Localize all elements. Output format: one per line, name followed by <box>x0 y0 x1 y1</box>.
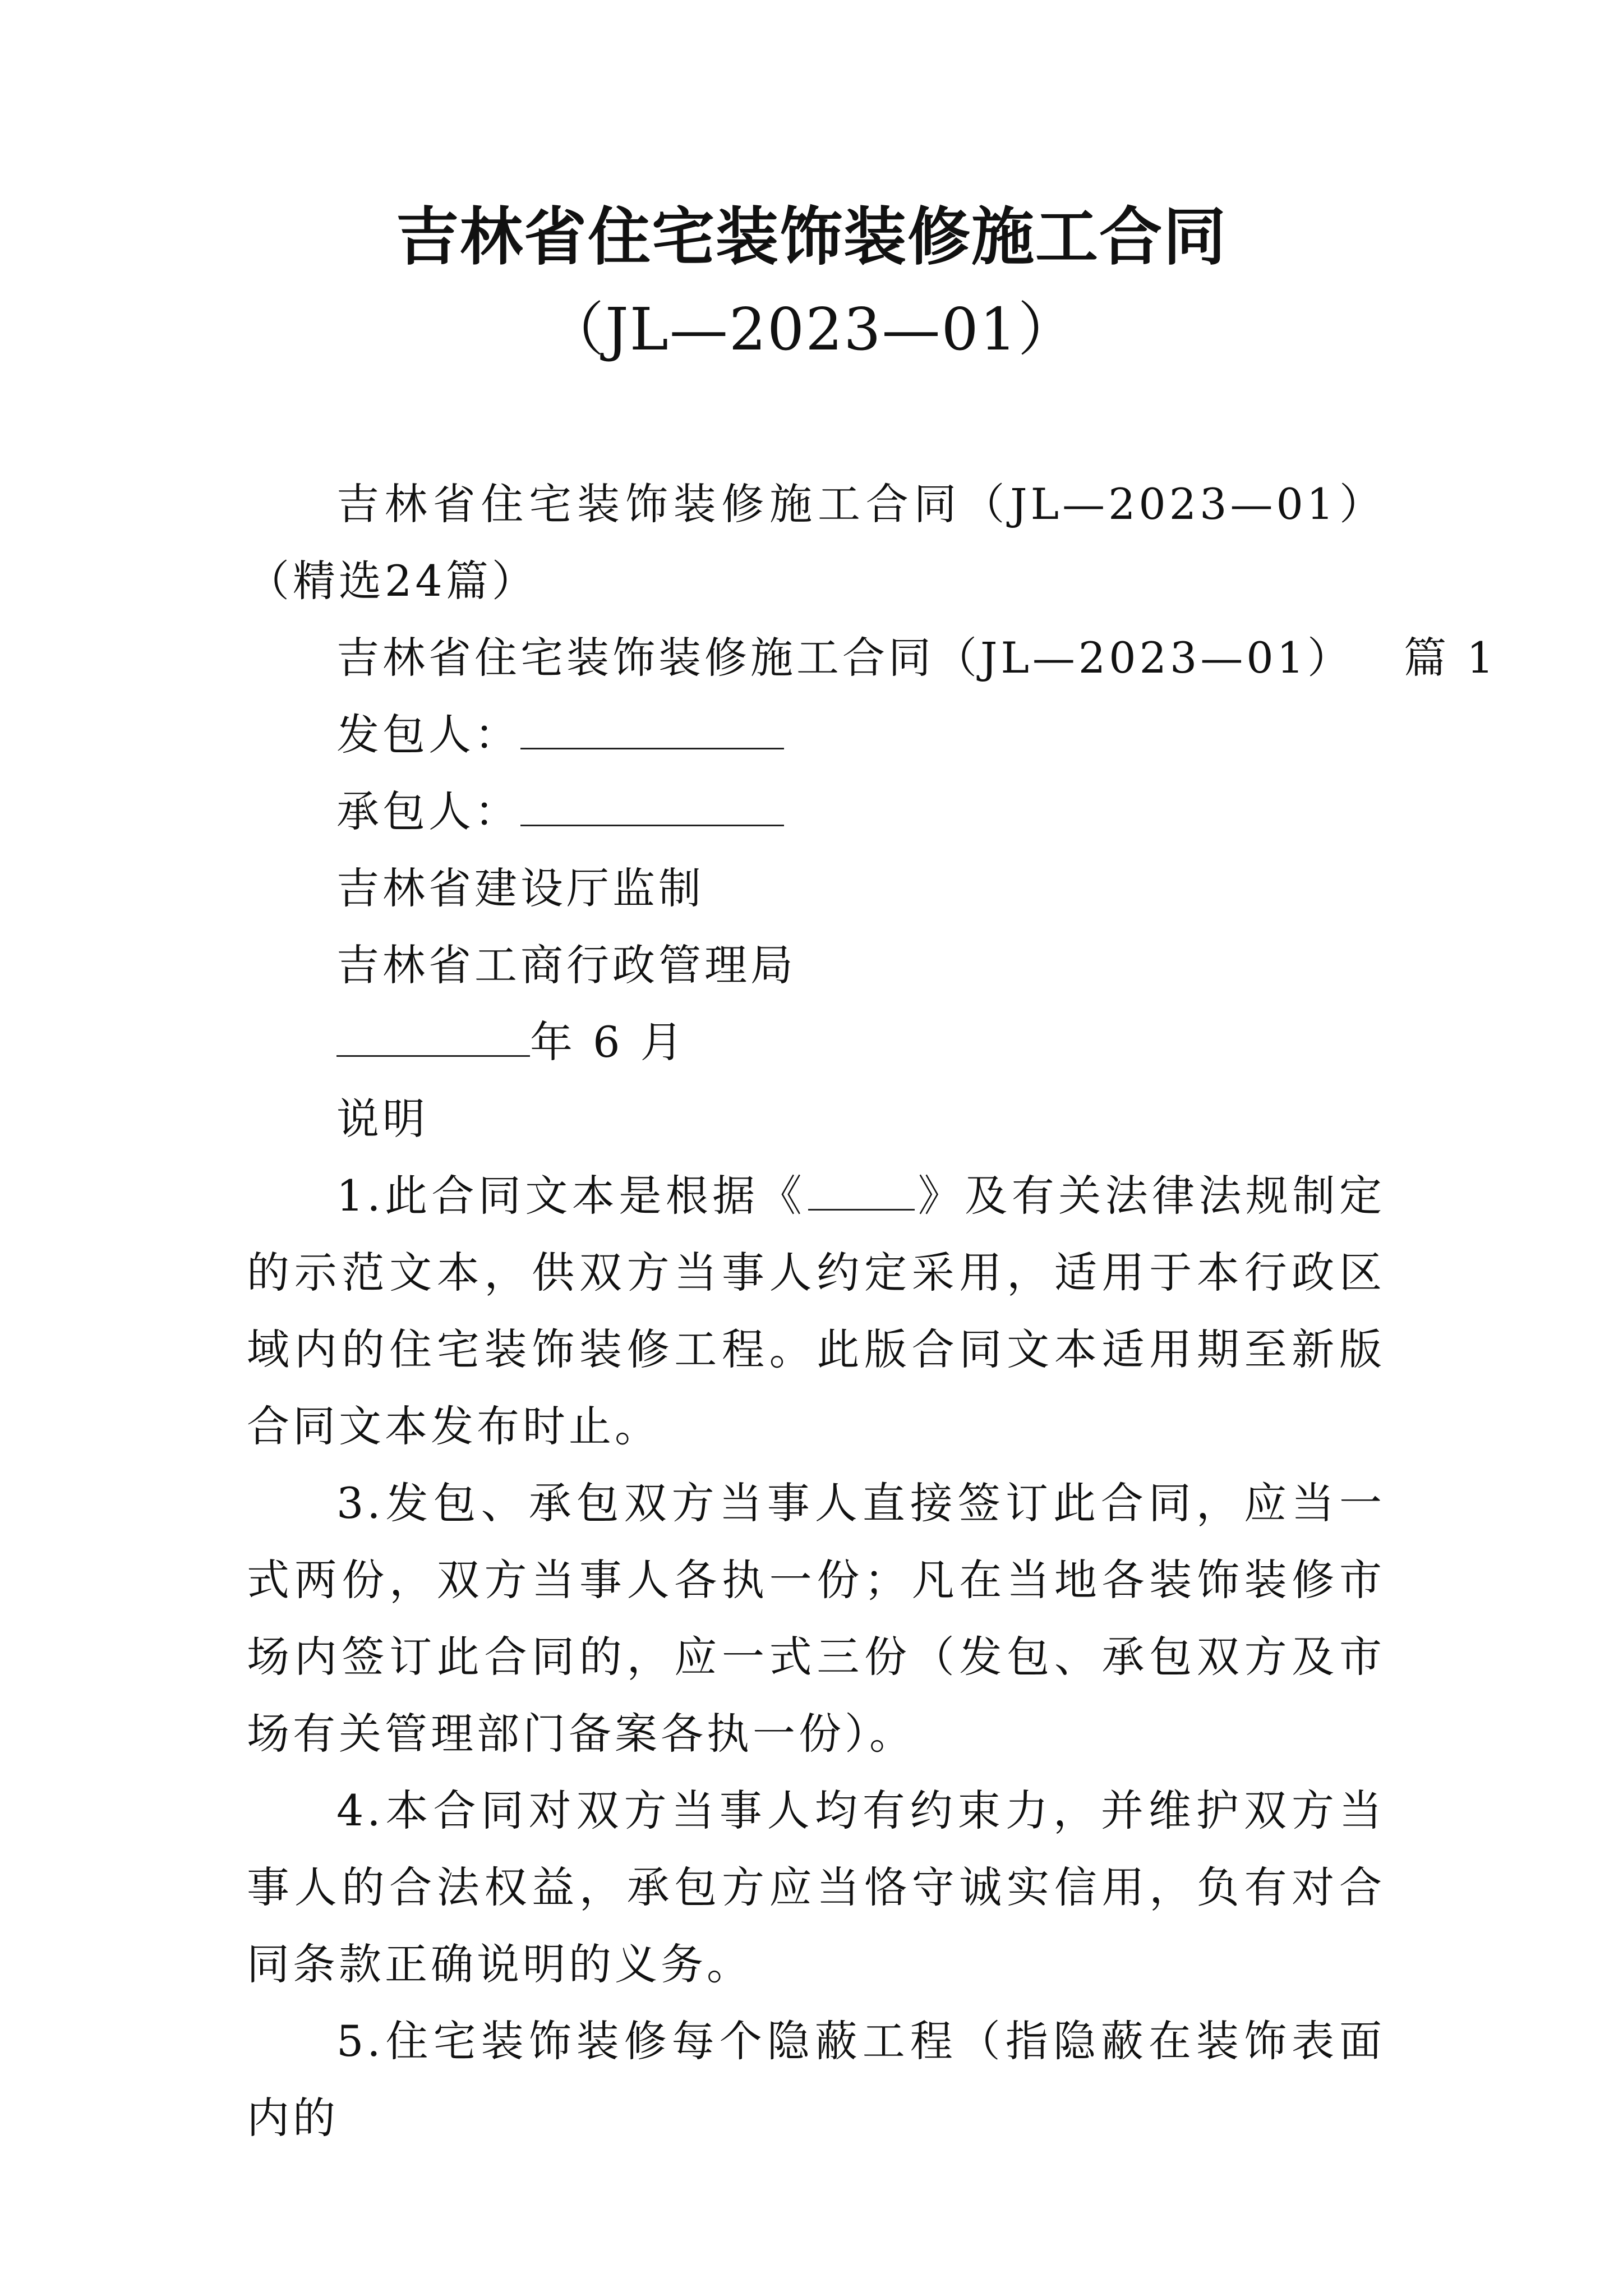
part-heading-text: 吉林省住宅装饰装修施工合同（JL—2023—01） <box>336 633 1354 683</box>
intro-paragraph: 吉林省住宅装饰装修施工合同（JL—2023—01）（精选24篇） <box>247 479 1385 606</box>
note-item-1 <box>247 1157 1385 1465</box>
bureau-line: 吉林省工商行政管理局 <box>336 940 796 990</box>
document-code: （JL—2023—01） <box>546 295 1077 364</box>
document-title: 吉林省住宅装饰装修施工合同 <box>396 200 1227 274</box>
date-line <box>247 1004 1385 1080</box>
note-item-1-suffix: 》及有关法律法规制定的示范文本，供双方当事人约定采用，适用于本行政区域内的住宅装饰装修工程。此版合同文本适用期至新版合同文本发布时止。 <box>247 1171 1386 1451</box>
document-body <box>247 466 1497 2156</box>
note-item-1-prefix: 1.此合同文本是根据《 <box>336 1171 806 1221</box>
title-block <box>0 191 1623 376</box>
law-name-blank <box>808 1172 915 1211</box>
date-suffix: 年 6 月 <box>530 1017 686 1067</box>
year-blank <box>336 1018 530 1057</box>
part-heading <box>247 619 1497 696</box>
contractor-blank <box>520 788 784 826</box>
notes-heading: 说明 <box>336 1094 428 1144</box>
part-label: 篇 1 <box>1404 633 1497 683</box>
supervisor-line: 吉林省建设厅监制 <box>336 863 704 913</box>
employer-label: 发包人： <box>336 710 520 760</box>
employer-line <box>247 696 1385 773</box>
note-item-5: 5.住宅装饰装修每个隐蔽工程（指隐蔽在装饰表面内的 <box>247 2016 1385 2143</box>
employer-blank <box>520 711 784 749</box>
note-item-4: 4.本合同对双方当事人均有约束力，并维护双方当事人的合法权益，承包方应当恪守诚实信用，负有对合同条款正确说明的义务。 <box>247 1786 1385 1989</box>
contractor-line <box>247 773 1385 850</box>
note-item-3: 3.发包、承包双方当事人直接签订此合同，应当一式两份，双方当事人各执一份；凡在当地各装饰装修市场内签订此合同的，应一式三份（发包、承包双方及市场有关管理部门备案各执一份）。 <box>247 1478 1385 1759</box>
contractor-label: 承包人： <box>336 786 520 836</box>
